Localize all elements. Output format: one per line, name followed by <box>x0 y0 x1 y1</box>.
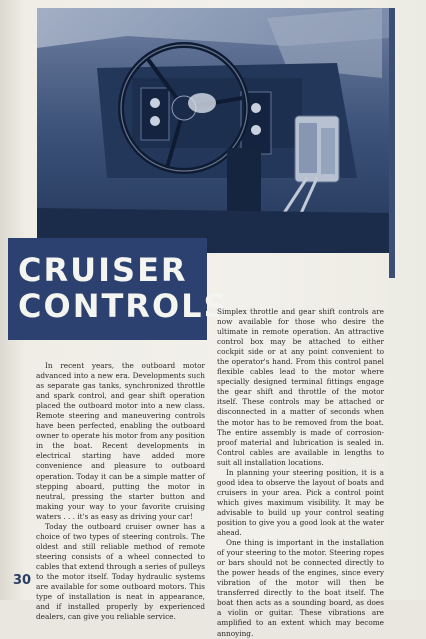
steering-wheel-illustration <box>37 8 389 253</box>
left-paragraph: In recent years, the outboard motor advanced into a new era. Developments such as separate gas tanks, synchronized throttle and spark control, and gear shift operation placed the outboard motor into a new class. Remote steering and maneuvering controls have been perfected, enabling the outboard owner to operate his motor from any position in the boat. Recent developments in electrical starting have added more convenience and pleasure to outboard operation. Today it can be a simple matter of stepping aboard, putting the motor in neutral, pressing the starter button and making your way to your favorite cruising waters . . . it's as easy as driving your car! <box>36 361 205 521</box>
right-paragraph: One thing is important in the installation of your steering to the motor. Steering ropes or bars should not be connected directly to the power heads of the engines, since every vibration of the motor will then be transferred directly to the boat itself. The boat then acts as a sounding board, as does a violin or guitar. These vibrations are amplified to an extent which may become annoying. <box>217 538 384 638</box>
boat-controls-photo <box>37 8 389 253</box>
title-line-2: CONTROLS <box>18 287 229 325</box>
right-paragraph: Simplex throttle and gear shift controls are now available for those who desire the ultimate in remote operation. An attractive control box may be attached to either cockpit side or at any point convenient to the operator's hand. From this control panel flexible cables lead to the motor where specially designed terminal fittings engage the gear shift and throttle of the motor itself. These controls may be attached or disconnected in a matter of seconds when the motor has to be removed from the boat. The entire assembly is made of corrosion-proof material and lubrication is sealed in. Control cables are available in lengths to suit all installation locations. <box>217 307 384 467</box>
page-number: 30 <box>13 573 32 588</box>
title-line-1: CRUISER <box>18 251 188 289</box>
right-paragraph: In planning your steering position, it is a good idea to observe the layout of boats and cruisers in your area. Pick a control point which gives maximum visibility. It may be advisable to build up your control seating position to give you a good look at the water ahead. <box>217 467 384 538</box>
left-paragraph: Today the outboard cruiser owner has a choice of two types of steering controls. The oldest and still reliable method of remote steering consists of a wheel connected to cables that extend through a series of pulleys to the motor itself. Today hydraulic systems are available for some outboard motors. This type of installation is neat in appearance, and if installed properly by experienced dealers, can give you reliable service. <box>36 521 205 622</box>
photo-edge <box>389 8 395 278</box>
right-text-column <box>217 307 384 639</box>
page-title <box>18 251 229 325</box>
left-text-column <box>36 361 205 622</box>
